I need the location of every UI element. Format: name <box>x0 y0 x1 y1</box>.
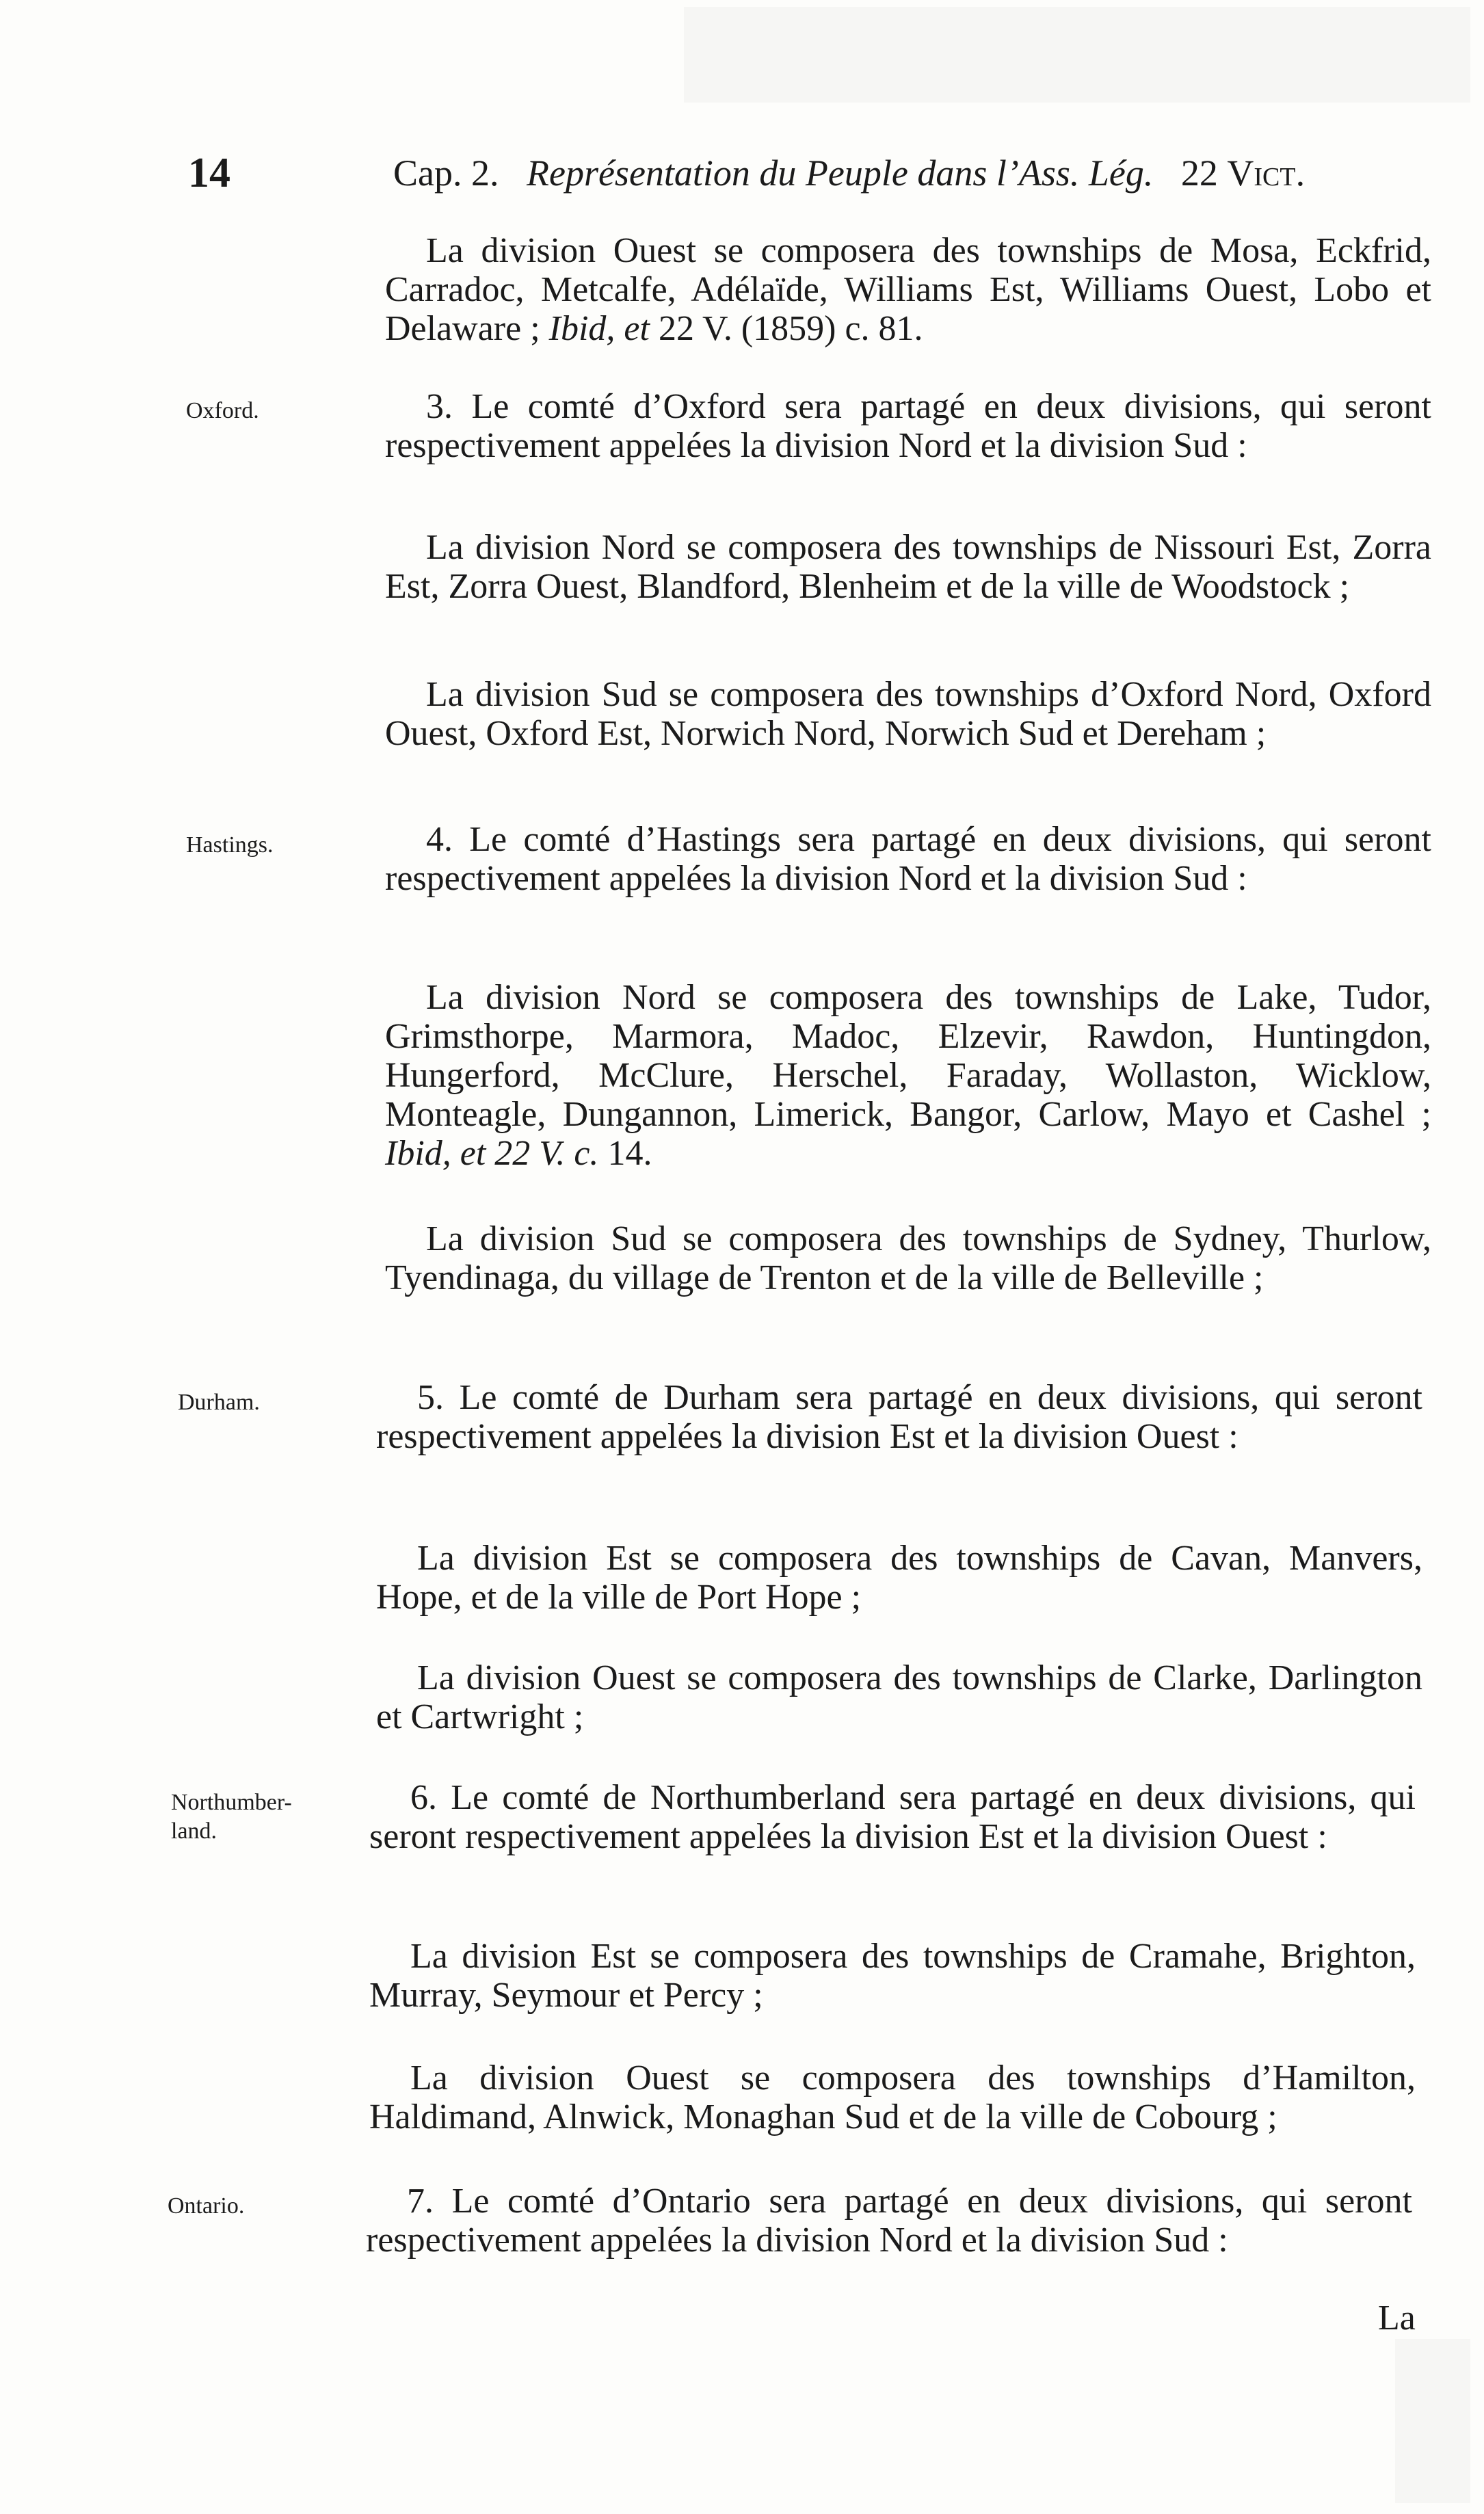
paragraph: La division Sud se composera des townships d’Oxford Nord, Oxford Ouest, Oxford Est, Norwich Nord, Norwich Sud et Dereham ; <box>385 675 1431 753</box>
citation-ref: Ibid, et 22 V. c. <box>385 1134 599 1173</box>
paragraph <box>385 231 1431 348</box>
margin-note: Oxford. <box>186 398 259 423</box>
citation-tail: 14. <box>607 1134 652 1173</box>
paragraph-text: La division Nord se composera des townships de Lake, Tudor, Grimsthorpe, Marmora, Madoc, Elzevir, Rawdon, Huntingdon, Hungerford, McClure, Herschel, Faraday, Wollaston, Wicklow, Monteagle, Dungannon, Limerick, Bangor, Carlow, Mayo et Cashel ; <box>385 978 1431 1134</box>
paragraph: La division Sud se composera des townships de Sydney, Thurlow, Tyendinaga, du village de Trenton et de la ville de Belleville ; <box>385 1219 1431 1297</box>
paragraph: 7. Le comté d’Ontario sera partagé en deux divisions, qui seront respectivement appelées la division Nord et la division Sud : <box>366 2182 1412 2260</box>
paragraph: 3. Le comté d’Oxford sera partagé en deux divisions, qui seront respectivement appelées la division Nord et la division Sud : <box>385 387 1431 465</box>
paragraph: La division Est se composera des townships de Cavan, Manvers, Hope, et de la ville de Port Hope ; <box>376 1539 1422 1617</box>
header-chapter: Cap. 2. <box>393 153 499 194</box>
margin-note: Hastings. <box>186 832 274 858</box>
citation-ref: Ibid, et <box>548 309 650 348</box>
page-number: 14 <box>188 150 230 196</box>
scan-noise-top <box>684 7 1470 103</box>
paragraph: 5. Le comté de Durham sera partagé en deux divisions, qui seront respectivement appelées la division Est et la division Ouest : <box>376 1378 1422 1456</box>
header-title: Représentation du Peuple dans l’Ass. Lég. <box>527 153 1154 194</box>
scan-noise-bottom <box>1395 2339 1470 2503</box>
paragraph: La division Est se composera des townships de Cramahe, Brighton, Murray, Seymour et Percy ; <box>369 1937 1416 2015</box>
paragraph: 6. Le comté de Northumberland sera partagé en deux divisions, qui seront respectivement appelées la division Est et la division Ouest : <box>369 1778 1416 1856</box>
paragraph: La division Ouest se composera des townships de Clarke, Darlington et Cartwright ; <box>376 1658 1422 1736</box>
header-year-word: Vict. <box>1227 153 1306 194</box>
running-header <box>393 152 1305 194</box>
paragraph: La division Nord se composera des townships de Nissouri Est, Zorra Est, Zorra Ouest, Blandford, Blenheim et de la ville de Woodstock ; <box>385 528 1431 606</box>
citation-tail: 22 V. (1859) c. 81. <box>658 309 923 348</box>
header-year-number: 22 <box>1180 153 1218 194</box>
margin-note: Durham. <box>178 1390 260 1415</box>
paragraph-text: La division Ouest se composera des townships de Mosa, Eckfrid, Carradoc, Metcalfe, Adélaïde, Williams Est, Williams Ouest, Lobo et Delaware ; <box>385 231 1431 348</box>
paragraph: 4. Le comté d’Hastings sera partagé en deux divisions, qui seront respectivement appelées la division Nord et la division Sud : <box>385 820 1431 898</box>
paragraph: La division Ouest se composera des townships d’Hamilton, Haldimand, Alnwick, Monaghan Sud et de la ville de Cobourg ; <box>369 2059 1416 2136</box>
margin-note: Northumber- land. <box>171 1790 292 1844</box>
catchword: La <box>1378 2299 1416 2338</box>
margin-note: Ontario. <box>168 2193 245 2219</box>
paragraph <box>385 978 1431 1173</box>
